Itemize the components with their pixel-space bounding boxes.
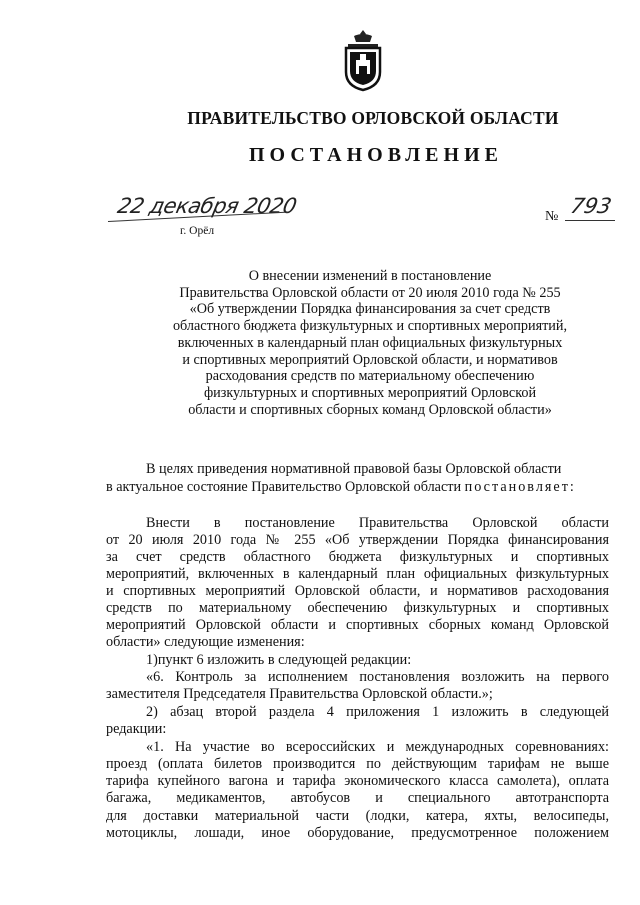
subject-line: расходования средств по материальному обеспечению [205, 368, 535, 385]
body-line: 2) абзац второй раздела 4 приложения 1 изложить в следующей [146, 704, 609, 720]
body-line: от 20 июля 2010 года № 255 «Об утверждении Порядка финансирования [106, 532, 609, 548]
body-line: багажа, медикаментов, автобусов и специального автотранспорта [106, 790, 609, 806]
handwritten-date: 22 декабря 2020 [115, 194, 299, 218]
number-label: № [545, 209, 559, 224]
subject-line: «Об утверждении Порядка финансирования за счет средств [189, 301, 551, 318]
body-line: «6. Контроль за исполнением постановления возложить на первого [146, 669, 609, 685]
government-title: ПРАВИТЕЛЬСТВО ОРЛОВСКОЙ ОБЛАСТИ [187, 108, 559, 128]
body-line: мероприятий Орловской области и спортивных сборных команд Орловской [106, 617, 609, 633]
body-line: 1)пункт 6 изложить в следующей редакции: [146, 652, 412, 668]
coat-of-arms-icon [340, 28, 386, 92]
preamble-verb: постановляет: [464, 479, 576, 495]
body-line: за счет средств областного бюджета физкультурных и спортивных [106, 549, 609, 565]
body-line: проезд (оплата билетов производится по действующим тарифам не выше [106, 756, 609, 772]
subject-line: и спортивных мероприятий Орловской области, и нормативов [182, 351, 558, 368]
number-underline [565, 220, 615, 221]
subject-line: области и спортивных сборных команд Орловской области» [188, 401, 552, 418]
document-subject [110, 268, 630, 418]
handwritten-number: 793 [568, 194, 614, 218]
body-line: области» следующие изменения: [106, 634, 305, 650]
body-line: заместителя Председателя Правительства Орловской области.»; [106, 686, 493, 702]
subject-line: Правительства Орловской области от 20 июля 2010 года № 255 [179, 284, 561, 301]
body-line: для доставки материальной части (лодки, катера, яхты, велосипеды, [106, 808, 609, 824]
body-line: Внести в постановление Правительства Орловской области [146, 515, 609, 531]
subject-line: областного бюджета физкультурных и спортивных мероприятий, [172, 318, 568, 335]
preamble-line [106, 479, 576, 496]
city-label: г. Орёл [180, 225, 215, 237]
subject-line: физкультурных и спортивных мероприятий Орловской [203, 384, 537, 401]
body-line: средств по материальному обеспечению физкультурных и спортивных [106, 600, 609, 616]
document-type-title: ПОСТАНОВЛЕНИЕ [249, 144, 503, 166]
body-line: редакции: [106, 721, 167, 737]
preamble-text: в актуальное состояние Правительство Орловской области [106, 479, 465, 495]
preamble-line: В целях приведения нормативной правовой базы Орловской области [146, 461, 562, 477]
body-line: «1. На участие во всероссийских и международных соревнованиях: [146, 739, 609, 755]
body-line: мотоциклы, лошади, иное оборудование, предусмотренное положением [106, 825, 609, 841]
body-line: мероприятий, включенных в календарный план официальных физкультурных [106, 566, 609, 582]
subject-line: О внесении изменений в постановление [248, 268, 492, 284]
subject-line: включенных в календарный план официальных физкультурных [177, 334, 563, 351]
body-line: тарифа купейного вагона и тарифа экономического класса самолета), оплата [106, 773, 609, 789]
body-line: и спортивных мероприятий Орловской области, и нормативов расходования [106, 583, 609, 599]
